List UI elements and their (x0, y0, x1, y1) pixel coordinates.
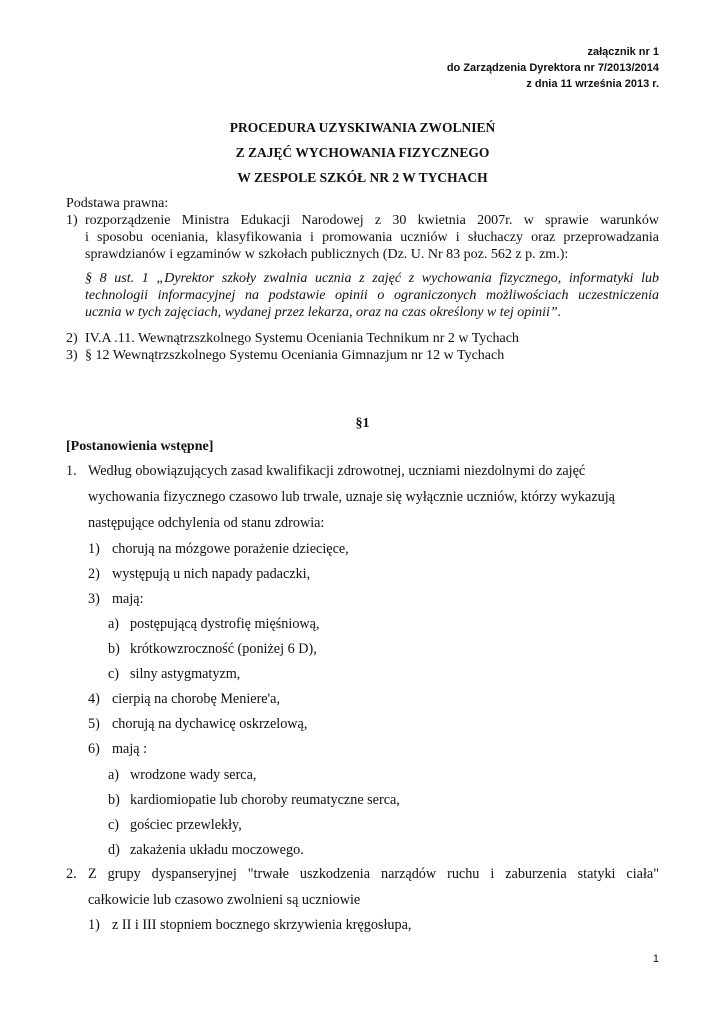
point-1-line-3: następujące odchylenia od stanu zdrowia: (88, 515, 325, 531)
list-item: cierpią na chorobę Meniere'a, (112, 691, 280, 707)
list-item: z II i III stopniem bocznego skrzywienia kręgosłupa, (112, 917, 412, 933)
sublist-item: kardiomiopatie lub choroby reumatyczne serca, (130, 792, 400, 808)
point-1-line-2: wychowania fizycznego czasowo lub trwale, uznaje się wyłącznie uczniów, którzy wykazują (88, 489, 615, 505)
sublist-item: postępującą dystrofię mięśniową, (130, 616, 320, 632)
sublist-item-num: a) (108, 767, 120, 783)
list-item-num: 1) (88, 917, 100, 933)
sublist-item: gościec przewlekły, (130, 817, 242, 833)
basis-item-3-text: § 12 Wewnątrzszkolnego Systemu Oceniania Gimnazjum nr 12 w Tychach (85, 348, 505, 363)
list-item: występują u nich napady padaczki, (112, 566, 311, 582)
title-line-2: Z ZAJĘĆ WYCHOWANIA FIZYCZNEGO (235, 145, 490, 160)
annex-number: załącznik nr 1 (587, 46, 659, 58)
sublist-item-num: b) (108, 792, 120, 808)
basis-item-1-line-3: sprawdzianów i egzaminów w szkołach publicznych (Dz. U. Nr 83 poz. 562 z p. zm.): (85, 247, 569, 262)
section-number: §1 (355, 416, 370, 431)
list-item: chorują na dychawicę oskrzelową, (112, 716, 308, 732)
list-item: chorują na mózgowe porażenie dziecięce, (112, 541, 349, 557)
list-item-num: 5) (88, 716, 100, 732)
basis-item-1-line-2: i sposobu oceniania, klasyfikowania i promowania uczniów i słuchaczy oraz przeprowadzania (85, 230, 659, 245)
sublist-item: krótkowzroczność (poniżej 6 D), (130, 641, 317, 657)
quote-line-3: ucznia w tych zajęciach, wydanej przez lekarza, oraz na czas określony w tej opinii”. (85, 305, 562, 320)
sublist-item: zakażenia układu moczowego. (130, 842, 304, 858)
sublist-item: silny astygmatyzm, (130, 666, 241, 682)
point-2-line-1: Z grupy dyspanseryjnej "trwałe uszkodzenia narządów ruchu i zaburzenia statyki ciała" (88, 866, 659, 882)
list-item-num: 4) (88, 691, 100, 707)
basis-item-2-num: 2) (66, 331, 78, 346)
list-item: mają: (112, 591, 144, 607)
basis-item-2-text: IV.A .11. Wewnątrzszkolnego Systemu Oceniania Technikum nr 2 w Tychach (85, 331, 519, 346)
page-number: 1 (652, 953, 659, 965)
sublist-item-num: d) (108, 842, 120, 858)
point-2-num: 2. (66, 866, 77, 882)
quote-line-1: § 8 ust. 1 „Dyrektor szkoły zwalnia ucznia z zajęć z wychowania fizycznego, informatyki lub (85, 271, 659, 286)
sublist-item-num: c) (108, 666, 120, 682)
list-item: mają : (112, 741, 148, 757)
title-line-1: PROCEDURA UZYSKIWANIA ZWOLNIEŃ (229, 120, 496, 135)
annex-date: z dnia 11 września 2013 r. (526, 78, 659, 90)
annex-header (447, 44, 659, 92)
point-1-line-1: Według obowiązujących zasad kwalifikacji zdrowotnej, uczniami niezdolnymi do zajęć (88, 463, 586, 479)
list-item-num: 2) (88, 566, 100, 582)
basis-item-3-num: 3) (66, 348, 78, 363)
basis-item-1-line-1: rozporządzenie Ministra Edukacji Narodowej z 30 kwietnia 2007r. w sprawie warunków (85, 213, 659, 228)
list-item-num: 3) (88, 591, 100, 607)
list-item-num: 6) (88, 741, 100, 757)
quote-line-2: technologii informacyjnej na podstawie opinii o ograniczonych możliwościach uczestniczenia (85, 288, 659, 303)
point-2-line-2: całkowicie lub czasowo zwolnieni są uczniowie (88, 892, 361, 908)
point-1-num: 1. (66, 463, 77, 479)
sublist-item: wrodzone wady serca, (130, 767, 257, 783)
annex-order: do Zarządzenia Dyrektora nr 7/2013/2014 (446, 62, 659, 74)
title-line-3: W ZESPOLE SZKÓŁ NR 2 W TYCHACH (237, 170, 488, 185)
list-item-num: 1) (88, 541, 100, 557)
sublist-item-num: c) (108, 817, 120, 833)
legal-basis-label: Podstawa prawna: (66, 196, 169, 211)
sublist-item-num: a) (108, 616, 120, 632)
section-heading: [Postanowienia wstępne] (66, 439, 214, 454)
basis-item-1-num: 1) (66, 213, 78, 228)
sublist-item-num: b) (108, 641, 120, 657)
